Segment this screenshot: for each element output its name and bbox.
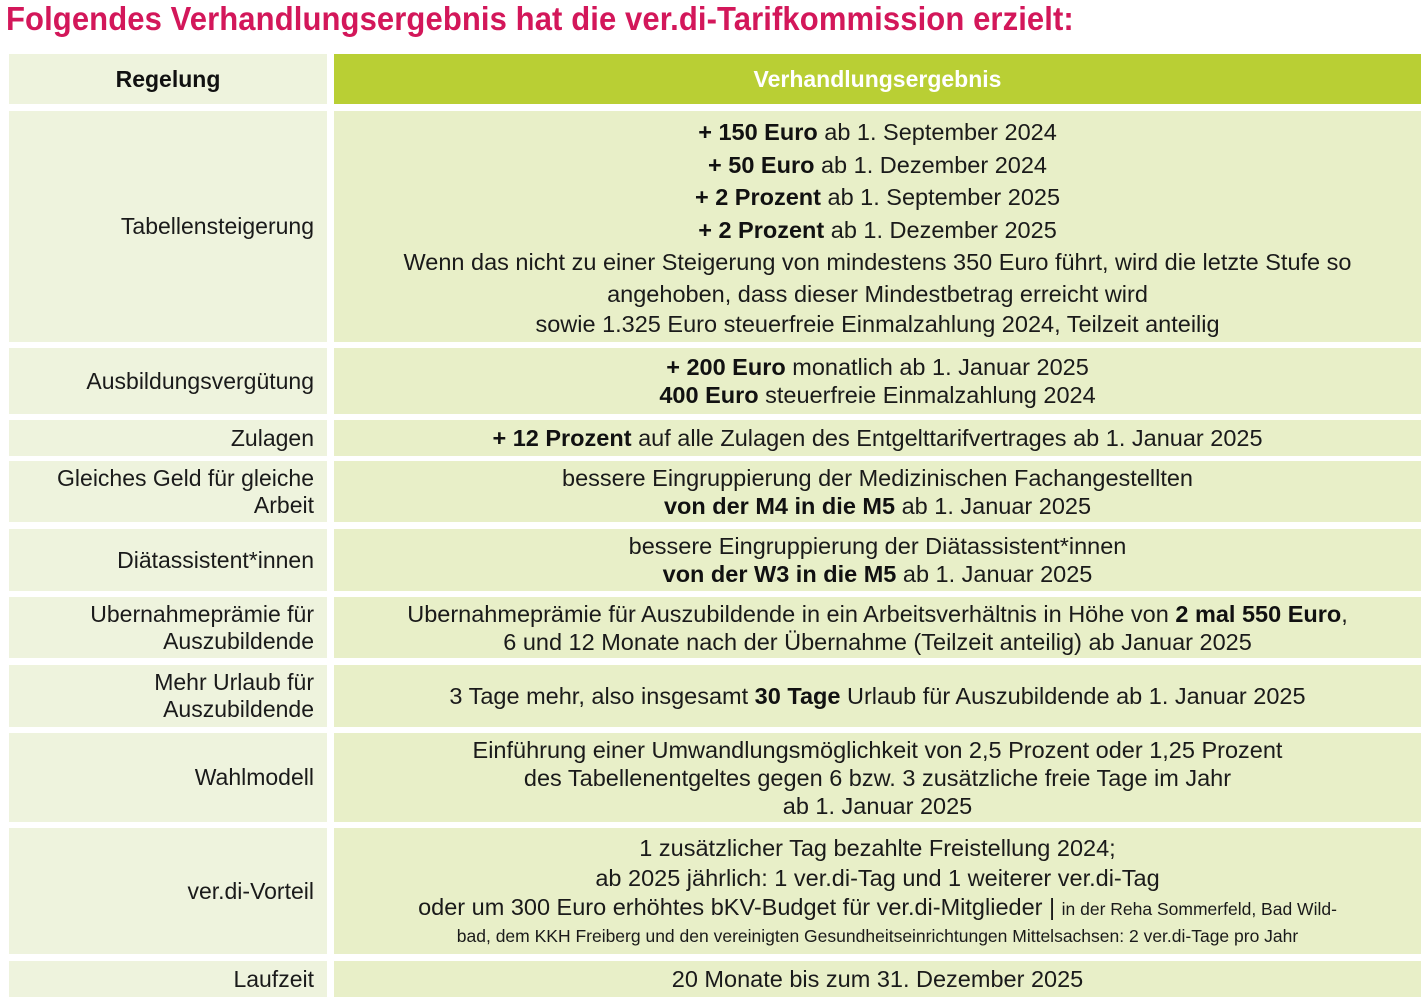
header-cell-regelung — [9, 54, 327, 104]
row-label-cell — [9, 529, 327, 591]
row-value-cell — [334, 733, 1421, 822]
value-bold: + 200 Euro — [666, 354, 786, 380]
value-text: steuerfreie Einmalzahlung 2024 — [758, 382, 1096, 408]
row-label-mehr-urlaub-line2: Auszubildende — [163, 696, 314, 722]
value-text: Einführung einer Umwandlungsmöglichkeit von 2,5 Prozent oder 1,25 Prozent — [472, 736, 1283, 763]
row-value-cell — [334, 665, 1421, 727]
row-label-cell — [9, 420, 327, 456]
value-bold: von der W3 in die M5 — [662, 561, 897, 587]
row-label-cell — [9, 828, 327, 954]
value-text: 20 Monate bis zum 31. Dezember 2025 — [671, 966, 1084, 992]
value-line — [666, 353, 1089, 381]
row-value-cell — [334, 529, 1421, 591]
value-bold: von der M4 in die M5 — [663, 492, 896, 519]
value-line — [659, 381, 1095, 409]
value-bold: + 2 Prozent — [698, 216, 825, 243]
row-value-cell — [334, 461, 1421, 522]
row-value-cell — [334, 597, 1421, 658]
value-line — [607, 279, 1148, 309]
value-text: sowie 1.325 Euro steuerfreie Einmalzahlung 2024, Teilzeit anteilig — [535, 310, 1220, 337]
row-label-cell — [9, 111, 327, 342]
value-text: des Tabellenentgeltes gegen 6 bzw. 3 zusätzliche freie Tage im Jahr — [523, 764, 1232, 791]
value-bold: 30 Tage — [754, 683, 841, 709]
row-value-cell — [334, 111, 1421, 342]
value-bold: 400 Euro — [659, 382, 759, 408]
row-label-zulagen: Zulagen — [230, 424, 314, 451]
value-line — [695, 181, 1060, 214]
row-label-cell — [9, 665, 327, 727]
value-line — [535, 309, 1219, 339]
row-label-tabellensteigerung: Tabellensteigerung — [120, 213, 314, 239]
header-cell-verhandlungsergebnis — [334, 54, 1421, 104]
value-text: 1 zusätzlicher Tag bezahlte Freistellung 2024; — [639, 834, 1116, 861]
value-line — [663, 560, 1093, 588]
value-text: bessere Eingruppierung der Medizinischen Fachangestellten — [562, 464, 1193, 491]
row-label-laufzeit: Laufzeit — [233, 965, 314, 992]
value-text: ab 1. Dezember 2025 — [824, 216, 1057, 243]
value-text: Ubernahmeprämie für Auszubildende in ein Arbeitsverhältnis in Höhe von — [407, 600, 1176, 627]
value-line — [639, 833, 1115, 863]
value-line — [524, 764, 1231, 792]
value-text: auf alle Zulagen des Entgelttarifvertrages ab 1. Januar 2025 — [631, 425, 1263, 451]
value-line — [449, 682, 1305, 710]
value-line — [457, 923, 1298, 950]
value-text: monatlich ab 1. Januar 2025 — [785, 354, 1089, 380]
value-text: Urlaub für Auszubildende ab 1. Januar 2025 — [840, 683, 1306, 709]
value-bold: + 150 Euro — [698, 119, 818, 146]
value-text: ab 1. September 2025 — [820, 184, 1061, 211]
value-text: ab 1. September 2024 — [817, 119, 1057, 146]
value-text: ab 1. Januar 2025 — [782, 792, 973, 819]
value-line — [404, 246, 1352, 279]
page-title: Folgendes Verhandlungsergebnis hat die ver.di-Tarifkommission erzielt: — [6, 0, 1074, 37]
row-label-cell — [9, 597, 327, 658]
value-line — [664, 492, 1091, 520]
row-value-cell — [334, 420, 1421, 456]
row-value-cell — [334, 961, 1421, 997]
value-line — [672, 965, 1083, 993]
row-label-ausbildungsverguetung: Ausbildungsvergütung — [86, 367, 314, 394]
value-text: Wenn das nicht zu einer Steigerung von mindestens 350 Euro führt, wird die letzte Stufe so — [403, 249, 1352, 276]
value-text: ab 2025 jährlich: 1 ver.di-Tag und 1 weiterer ver.di-Tag — [595, 864, 1160, 891]
row-label-cell — [9, 461, 327, 522]
value-line — [492, 424, 1262, 452]
value-line — [595, 863, 1159, 893]
value-bold: + 50 Euro — [708, 151, 815, 178]
value-small-text: bad, dem KKH Freiberg und den vereinigten Gesundheitseinrichtungen Mittelsachsen: 2 ver.di-Tage pro Jahr — [456, 925, 1299, 946]
row-value-cell — [334, 348, 1421, 414]
row-label-cell — [9, 348, 327, 414]
value-line — [562, 464, 1193, 492]
row-label-cell — [9, 733, 327, 822]
value-line — [708, 149, 1047, 182]
column-header-regelung: Regelung — [115, 65, 221, 92]
value-bold: + 2 Prozent — [694, 184, 821, 211]
value-text: bessere Eingruppierung der Diätassistent*innen — [628, 533, 1127, 559]
row-label-wahlmodell: Wahlmodell — [194, 764, 314, 790]
row-value-cell — [334, 828, 1421, 954]
value-text: ab 1. Januar 2025 — [895, 492, 1092, 519]
value-text: angehoben, dass dieser Mindestbetrag erreicht wird — [607, 280, 1148, 307]
value-text: 6 und 12 Monate nach der Übernahme (Teilzeit anteilig) ab Januar 2025 — [503, 628, 1252, 655]
value-text: ab 1. Dezember 2024 — [814, 151, 1047, 178]
value-line — [783, 792, 972, 820]
value-line — [503, 628, 1252, 656]
column-header-verhandlungsergebnis: Verhandlungsergebnis — [753, 65, 1002, 92]
row-label-cell — [9, 961, 327, 997]
value-text: ab 1. Januar 2025 — [896, 561, 1093, 587]
row-label-uebernahmepraemie-line2: Auszubildende — [163, 627, 314, 654]
value-line — [698, 116, 1057, 149]
value-bold: 2 mal 550 Euro — [1175, 600, 1342, 627]
value-line — [473, 736, 1283, 764]
value-line — [407, 600, 1348, 628]
row-label-gleiches-geld-line2: Arbeit — [253, 491, 314, 518]
row-label-uebernahmepraemie-line1: Ubernahmeprämie für — [90, 600, 314, 627]
value-small-text: in der Reha Sommerfeld, Bad Wild- — [1061, 898, 1337, 919]
row-label-diaetassistentinnen: Diätassistent*innen — [117, 546, 314, 573]
value-line — [418, 893, 1337, 923]
value-text: 3 Tage mehr, also insgesamt — [449, 683, 755, 709]
value-text: , — [1341, 600, 1348, 627]
row-label-gleiches-geld-line1: Gleiches Geld für gleiche — [57, 464, 314, 491]
value-line — [629, 532, 1127, 560]
value-bold: + 12 Prozent — [492, 425, 632, 451]
row-label-mehr-urlaub-line1: Mehr Urlaub für — [154, 669, 314, 695]
row-label-verdi-vorteil: ver.di-Vorteil — [187, 877, 314, 904]
value-line — [698, 214, 1057, 247]
value-text: oder um 300 Euro erhöhtes bKV-Budget für ver.di-Mitglieder | — [418, 893, 1062, 920]
